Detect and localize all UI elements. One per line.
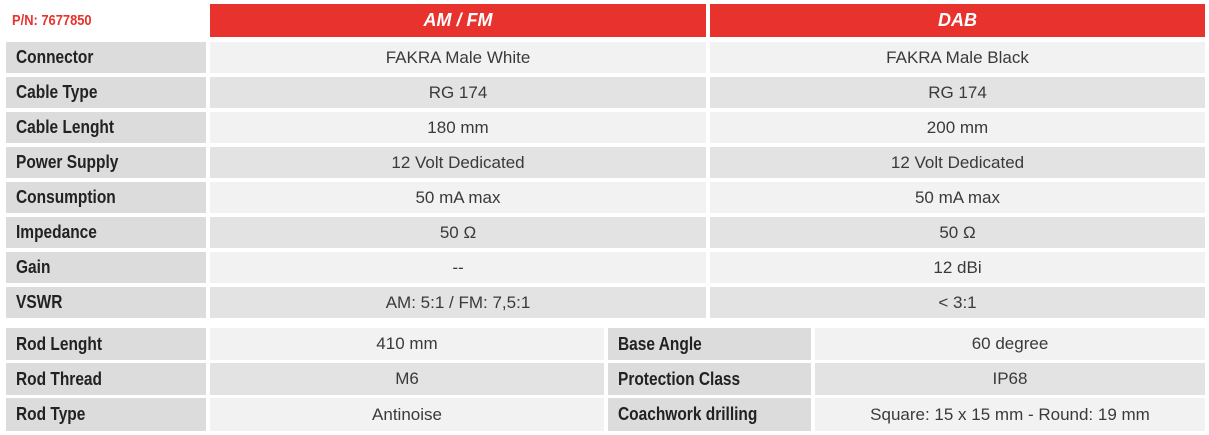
rod-label-coachwork-drilling: Coachwork drilling [608, 398, 811, 431]
header-dab: DAB [710, 4, 1205, 37]
row-value-dab: 50 mA max [710, 182, 1205, 213]
row-value-dab: 200 mm [710, 112, 1205, 143]
row-value-dab: 12 dBi [710, 252, 1205, 283]
row-value-am-fm: AM: 5:1 / FM: 7,5:1 [210, 287, 706, 318]
row-value-am-fm: 12 Volt Dedicated [210, 147, 706, 178]
rod-value-2: IP68 [815, 363, 1205, 395]
rod-value-2: 60 degree [815, 328, 1205, 360]
row-value-dab: 12 Volt Dedicated [710, 147, 1205, 178]
row-value-dab: RG 174 [710, 77, 1205, 108]
row-label-consumption: Consumption [6, 182, 206, 213]
rod-value: Antinoise [210, 398, 604, 431]
row-value-am-fm: FAKRA Male White [210, 42, 706, 73]
row-value-dab: < 3:1 [710, 287, 1205, 318]
rod-label-base-angle: Base Angle [608, 328, 811, 360]
row-value-am-fm: -- [210, 252, 706, 283]
row-value-am-fm: 50 mA max [210, 182, 706, 213]
row-label-power-supply: Power Supply [6, 147, 206, 178]
part-number: P/N: 7677850 [6, 4, 206, 36]
row-value-dab: 50 Ω [710, 217, 1205, 248]
row-value-dab: FAKRA Male Black [710, 42, 1205, 73]
row-value-am-fm: RG 174 [210, 77, 706, 108]
rod-label-protection-class: Protection Class [608, 363, 811, 395]
header-am-fm: AM / FM [210, 4, 706, 37]
row-label-vswr: VSWR [6, 287, 206, 318]
row-label-cable-length: Cable Lenght [6, 112, 206, 143]
rod-value: 410 mm [210, 328, 604, 360]
row-label-impedance: Impedance [6, 217, 206, 248]
row-value-am-fm: 180 mm [210, 112, 706, 143]
rod-value-2: Square: 15 x 15 mm - Round: 19 mm [815, 398, 1205, 431]
row-label-gain: Gain [6, 252, 206, 283]
rod-label-type: Rod Type [6, 398, 206, 431]
row-label-connector: Connector [6, 42, 206, 73]
row-label-cable-type: Cable Type [6, 77, 206, 108]
rod-value: M6 [210, 363, 604, 395]
rod-label-thread: Rod Thread [6, 363, 206, 395]
row-value-am-fm: 50 Ω [210, 217, 706, 248]
rod-label-length: Rod Lenght [6, 328, 206, 360]
